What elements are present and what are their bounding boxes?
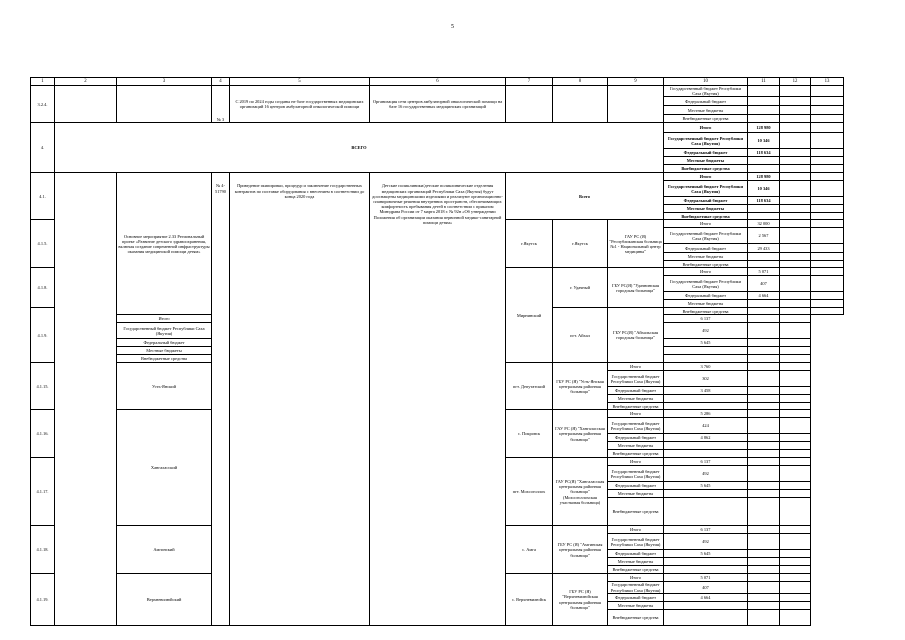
empty-cell bbox=[811, 205, 844, 213]
empty-cell bbox=[780, 566, 811, 574]
empty-cell bbox=[748, 410, 780, 418]
budget-amount: 4 664 bbox=[748, 292, 780, 300]
budget-source-label: Государственный бюджет Республики Саха (Якутия) bbox=[608, 582, 664, 593]
place-cell: с. Амга bbox=[506, 526, 553, 574]
row-result: Организация сети центров амбулаторной онкологической помощи на базе 16 государственных медицинских организаций bbox=[370, 86, 506, 123]
budget-source-label: Государственный бюджет Республики Саха (Якутия) bbox=[664, 86, 748, 97]
empty-cell bbox=[811, 86, 844, 97]
budget-amount bbox=[748, 205, 780, 213]
budget-source-label: Итого bbox=[608, 574, 664, 582]
budget-amount: 32 000 bbox=[748, 220, 780, 228]
empty-cell bbox=[748, 601, 780, 609]
budget-amount bbox=[748, 300, 780, 308]
district-cell: Хангаласский bbox=[117, 410, 212, 526]
empty-cell bbox=[55, 173, 117, 625]
budget-amount: 6 137 bbox=[664, 526, 748, 534]
budget-source-label: Местные бюджеты bbox=[664, 157, 748, 165]
empty-cell bbox=[780, 526, 811, 534]
budget-amount bbox=[664, 442, 748, 450]
empty-cell bbox=[780, 410, 811, 418]
budget-amount: 492 bbox=[664, 534, 748, 550]
empty-cell bbox=[780, 458, 811, 466]
empty-cell bbox=[811, 253, 844, 261]
row-number: 4.1. bbox=[31, 173, 55, 220]
budget-amount: 5 645 bbox=[664, 550, 748, 558]
empty-cell bbox=[780, 300, 811, 308]
budget-source-label: Внебюджетные средства bbox=[664, 308, 748, 315]
budget-amount bbox=[664, 566, 748, 574]
empty-cell bbox=[780, 434, 811, 442]
budget-source-label: Федеральный бюджет bbox=[664, 292, 748, 300]
empty-cell bbox=[811, 220, 844, 228]
budget-source-label: Внебюджетные средства bbox=[608, 403, 664, 410]
empty-cell bbox=[811, 173, 844, 181]
activity-deadline-cell bbox=[230, 173, 370, 625]
budget-source-label: Государственный бюджет Республики Саха (Якутия) bbox=[608, 418, 664, 434]
budget-amount: 302 bbox=[664, 371, 748, 387]
empty-cell bbox=[748, 558, 780, 566]
row-number: 4.1.8. bbox=[31, 268, 55, 308]
empty-cell bbox=[780, 498, 811, 526]
district-cell: г.Якутск bbox=[506, 220, 553, 268]
empty-cell bbox=[748, 323, 780, 339]
empty-cell bbox=[780, 205, 811, 213]
empty-cell bbox=[780, 315, 811, 323]
empty-cell bbox=[811, 228, 844, 244]
budget-source-label: Государственный бюджет Республики Саха (Якутия) bbox=[608, 534, 664, 550]
budget-amount bbox=[664, 450, 748, 458]
empty-cell bbox=[811, 97, 844, 106]
total-title: ВСЕГО bbox=[55, 123, 664, 173]
budget-amount bbox=[664, 609, 748, 625]
budget-amount bbox=[664, 403, 748, 410]
empty-cell bbox=[748, 347, 780, 355]
budget-amount: 492 bbox=[664, 466, 748, 482]
empty-cell bbox=[748, 371, 780, 387]
budget-amount: 128 980 bbox=[748, 173, 780, 181]
budget-source-label: Федеральный бюджет bbox=[664, 244, 748, 253]
row-number: 4.1.16. bbox=[31, 410, 55, 458]
empty-cell bbox=[780, 253, 811, 261]
empty-cell bbox=[780, 363, 811, 371]
empty-cell bbox=[780, 339, 811, 347]
budget-source-label: Местные бюджеты bbox=[608, 395, 664, 403]
budget-amount: 118 634 bbox=[748, 149, 780, 157]
budget-amount: 118 634 bbox=[748, 197, 780, 205]
place-cell: г. Удачный bbox=[553, 268, 608, 308]
empty-cell bbox=[780, 197, 811, 205]
organization-cell: ГБУ РС (Я) "Усть-Янская центральная районная больница" bbox=[553, 363, 608, 410]
table-row bbox=[31, 86, 844, 97]
budget-amount bbox=[664, 558, 748, 566]
empty-cell bbox=[780, 466, 811, 482]
district-cell: Усть-Янский bbox=[117, 363, 212, 410]
budget-source-label: Государственный бюджет Республики Саха (Якутия) bbox=[664, 181, 748, 197]
empty-cell bbox=[780, 149, 811, 157]
budget-amount bbox=[748, 106, 780, 115]
place-cell: с. Покровск bbox=[506, 410, 553, 458]
empty-cell bbox=[748, 442, 780, 450]
budget-source-label: Государственный бюджет Республики Саха (Якутия) bbox=[664, 228, 748, 244]
empty-cell bbox=[780, 213, 811, 220]
budget-source-label: Внебюджетные средства bbox=[608, 498, 664, 526]
empty-cell bbox=[780, 292, 811, 300]
empty-cell bbox=[748, 363, 780, 371]
place-cell: пгт. Депутатский bbox=[506, 363, 553, 410]
budget-source-label: Местные бюджеты bbox=[608, 442, 664, 450]
row-number: 4. bbox=[31, 123, 55, 173]
empty-cell bbox=[780, 418, 811, 434]
empty-cell bbox=[780, 574, 811, 582]
empty-cell bbox=[811, 261, 844, 268]
budget-amount bbox=[664, 601, 748, 609]
empty-cell bbox=[811, 213, 844, 220]
empty-cell bbox=[748, 339, 780, 347]
page-number: 5 bbox=[451, 24, 454, 30]
empty-cell bbox=[811, 181, 844, 197]
budget-amount: 492 bbox=[664, 323, 748, 339]
merged-text: Детские поликлиники/детские поликлинические отделения медицинских организаций Республики Саха (Якутия) будут дооснащены медицинскими изделиями и реализуют организационно-планировочные решения внутренних пространств, обеспечивающих комфортность пребывания детей в соответствии с приказом Минздрава России от 7 марта 2018 г. № 92н «Об утверждении Положения об организации оказания первичной медико-санитарной помощи детям» bbox=[372, 183, 503, 225]
empty-cell bbox=[780, 276, 811, 292]
budget-amount bbox=[748, 253, 780, 261]
column-header-number: 6 bbox=[370, 78, 506, 86]
organization-cell: ГБУ РС (Я) "Амгинская центральная районная больница" bbox=[553, 526, 608, 574]
budget-amount bbox=[748, 86, 780, 97]
subtotal-title: Всего bbox=[506, 173, 664, 220]
empty-cell bbox=[55, 86, 117, 123]
district-cell: Верхневилюйский bbox=[117, 574, 212, 625]
empty-cell bbox=[748, 315, 780, 323]
column-header-number: 8 bbox=[553, 78, 608, 86]
budget-amount bbox=[748, 213, 780, 220]
empty-cell bbox=[811, 123, 844, 133]
budget-amount: 5 286 bbox=[664, 410, 748, 418]
budget-source-label: Итого bbox=[664, 173, 748, 181]
budget-amount: 3 458 bbox=[664, 387, 748, 395]
budget-amount: 6 137 bbox=[664, 458, 748, 466]
budget-amount: 5 645 bbox=[664, 482, 748, 490]
column-header-number: 4 bbox=[212, 78, 230, 86]
row-col4: № 3 bbox=[212, 86, 230, 123]
column-header-number: 1 bbox=[31, 78, 55, 86]
budget-amount: 4 862 bbox=[664, 434, 748, 442]
budget-source-label: Внебюджетные средства bbox=[608, 450, 664, 458]
empty-cell bbox=[780, 228, 811, 244]
empty-cell bbox=[780, 133, 811, 149]
budget-source-label: Государственный бюджет Республики Саха (Якутия) bbox=[608, 371, 664, 387]
column-header-number: 11 bbox=[748, 78, 780, 86]
budget-source-label: Местные бюджеты bbox=[664, 253, 748, 261]
budget-amount: 424 bbox=[664, 418, 748, 434]
budget-source-label: Итого bbox=[664, 123, 748, 133]
budget-source-label: Внебюджетные средства bbox=[664, 165, 748, 173]
empty-cell bbox=[748, 534, 780, 550]
budget-source-label: Местные бюджеты bbox=[664, 300, 748, 308]
column-header-number: 7 bbox=[506, 78, 553, 86]
empty-cell bbox=[780, 601, 811, 609]
empty-cell bbox=[780, 550, 811, 558]
empty-cell bbox=[748, 450, 780, 458]
empty-cell bbox=[748, 582, 780, 593]
place-cell: г.Якутск bbox=[553, 220, 608, 268]
row-description: С 2019 по 2024 годы созданы не базе государственных медицинских организаций 16 центров амбулаторной онкологической помощи bbox=[230, 86, 370, 123]
empty-cell bbox=[780, 395, 811, 403]
budget-source-label: Внебюджетные средства bbox=[664, 115, 748, 123]
budget-amount: 10 346 bbox=[748, 181, 780, 197]
organization-cell: ГБУ РС(Я) "Удачнинская городская больница" bbox=[608, 268, 664, 308]
empty-cell bbox=[748, 609, 780, 625]
empty-cell bbox=[748, 395, 780, 403]
budget-amount bbox=[664, 498, 748, 526]
budget-amount bbox=[748, 165, 780, 173]
budget-amount: 5 645 bbox=[664, 339, 748, 347]
empty-cell bbox=[608, 86, 664, 123]
budget-source-label: Внебюджетные средства bbox=[117, 355, 212, 363]
empty-cell bbox=[748, 387, 780, 395]
column-header-number: 12 bbox=[780, 78, 811, 86]
empty-cell bbox=[748, 566, 780, 574]
district-cell: Мирнинский bbox=[506, 268, 553, 363]
budget-source-label: Итого bbox=[608, 363, 664, 371]
empty-cell bbox=[780, 403, 811, 410]
empty-cell bbox=[748, 434, 780, 442]
table-row bbox=[31, 173, 844, 181]
district-cell: Амгинский bbox=[117, 526, 212, 574]
row-number: 4.1.19. bbox=[31, 574, 55, 625]
budget-amount bbox=[748, 308, 780, 315]
empty-cell bbox=[780, 157, 811, 165]
budget-source-label: Федеральный бюджет bbox=[608, 593, 664, 601]
budget-amount: 5 071 bbox=[748, 268, 780, 276]
empty-cell bbox=[748, 418, 780, 434]
empty-cell bbox=[506, 86, 553, 123]
empty-cell bbox=[780, 165, 811, 173]
budget-source-label: Внебюджетные средства bbox=[664, 261, 748, 268]
empty-cell bbox=[780, 308, 811, 315]
empty-cell bbox=[811, 165, 844, 173]
budget-amount: 6 137 bbox=[664, 315, 748, 323]
table-row bbox=[31, 123, 844, 133]
empty-cell bbox=[780, 593, 811, 601]
column-header-number: 13 bbox=[811, 78, 844, 86]
empty-cell bbox=[780, 371, 811, 387]
budget-source-label: Федеральный бюджет bbox=[664, 149, 748, 157]
empty-cell bbox=[811, 149, 844, 157]
empty-cell bbox=[780, 173, 811, 181]
budget-source-label: Внебюджетные средства bbox=[664, 213, 748, 220]
empty-cell bbox=[811, 157, 844, 165]
budget-source-label: Итого bbox=[608, 458, 664, 466]
empty-cell bbox=[780, 261, 811, 268]
empty-cell bbox=[780, 482, 811, 490]
empty-cell bbox=[780, 181, 811, 197]
empty-cell bbox=[748, 593, 780, 601]
budget-amount: 5 071 bbox=[664, 574, 748, 582]
budget-amount: 407 bbox=[664, 582, 748, 593]
empty-cell bbox=[811, 115, 844, 123]
empty-cell bbox=[780, 355, 811, 363]
budget-source-label: Итого bbox=[117, 315, 212, 323]
empty-cell bbox=[811, 308, 844, 315]
budget-amount: 3 760 bbox=[664, 363, 748, 371]
empty-cell bbox=[748, 466, 780, 482]
budget-source-label: Местные бюджеты bbox=[608, 601, 664, 609]
budget-amount bbox=[748, 157, 780, 165]
organization-cell: ГАУ РС (Я) "Республиканская больница №1 - Национальный центр медицины" bbox=[608, 220, 664, 268]
budget-source-label: Государственный бюджет Республики Саха (Якутия) bbox=[664, 276, 748, 292]
empty-cell bbox=[780, 115, 811, 123]
budget-amount: 29 433 bbox=[748, 244, 780, 253]
empty-cell bbox=[117, 86, 212, 123]
empty-cell bbox=[780, 86, 811, 97]
empty-cell bbox=[780, 347, 811, 355]
row-number: 4.1.5. bbox=[31, 220, 55, 268]
budget-source-label: Итого bbox=[608, 410, 664, 418]
merged-text: Приведение экипировки, процедур и заключение государственных контрактов по поставке оборудования с внесением в соответствии до конца 2020 года bbox=[234, 183, 365, 199]
budget-source-label: Федеральный бюджет bbox=[608, 482, 664, 490]
budget-source-label: Государственный бюджет Республики Саха (Якутия) bbox=[608, 466, 664, 482]
place-cell: пгт. Мохсоголлох bbox=[506, 458, 553, 526]
empty-cell bbox=[811, 244, 844, 253]
activity-number-cell bbox=[212, 173, 230, 625]
empty-cell bbox=[748, 403, 780, 410]
empty-cell bbox=[811, 197, 844, 205]
row-number: 4.1.9. bbox=[31, 308, 55, 363]
budget-source-label: Внебюджетные средства bbox=[608, 609, 664, 625]
budget-amount bbox=[664, 355, 748, 363]
empty-cell bbox=[811, 300, 844, 308]
empty-cell bbox=[748, 526, 780, 534]
column-header-number: 10 bbox=[664, 78, 748, 86]
row-number: 4.1.17. bbox=[31, 458, 55, 526]
program-table bbox=[30, 77, 844, 626]
budget-source-label: Федеральный бюджет bbox=[117, 339, 212, 347]
budget-amount bbox=[664, 347, 748, 355]
empty-cell bbox=[811, 292, 844, 300]
budget-source-label: Внебюджетные средства bbox=[608, 566, 664, 574]
column-header-number: 5 bbox=[230, 78, 370, 86]
column-header-number: 9 bbox=[608, 78, 664, 86]
empty-cell bbox=[780, 123, 811, 133]
empty-cell bbox=[553, 86, 608, 123]
column-header-number: 2 bbox=[55, 78, 117, 86]
row-number: 4.1.18. bbox=[31, 526, 55, 574]
empty-cell bbox=[811, 106, 844, 115]
budget-source-label: Федеральный бюджет bbox=[608, 550, 664, 558]
column-header-number: 3 bbox=[117, 78, 212, 86]
organization-cell: ГАУ РС(Я) "Хангаласская центральная районная больница" (Мохсоголлохская участковая больница) bbox=[553, 458, 608, 526]
budget-source-label: Местные бюджеты bbox=[608, 558, 664, 566]
empty-cell bbox=[748, 458, 780, 466]
place-cell: с. Верхневилюйск bbox=[506, 574, 553, 625]
place-cell: пгт. Айхал bbox=[553, 308, 608, 363]
budget-source-label: Федеральный бюджет bbox=[664, 197, 748, 205]
empty-cell bbox=[780, 220, 811, 228]
budget-amount bbox=[664, 490, 748, 498]
activity-result-cell bbox=[370, 173, 506, 625]
budget-amount bbox=[664, 395, 748, 403]
empty-cell bbox=[811, 268, 844, 276]
activity-title-cell: Основное мероприятие 2.33 Региональный проект «Развитие детского здравоохранения, включая создание современной инфраструктуры оказания медицинской помощи детям» bbox=[117, 173, 212, 315]
organization-cell: ГБУ РС (Я) "Верхневилюйская центральная районная больница" bbox=[553, 574, 608, 625]
budget-source-label: Местные бюджеты bbox=[664, 205, 748, 213]
empty-cell bbox=[780, 442, 811, 450]
budget-source-label: Местные бюджеты bbox=[608, 490, 664, 498]
empty-cell bbox=[780, 106, 811, 115]
empty-cell bbox=[780, 268, 811, 276]
empty-cell bbox=[780, 323, 811, 339]
empty-cell bbox=[811, 276, 844, 292]
empty-cell bbox=[748, 498, 780, 526]
organization-cell: ГБУ РС(Я) "Айхальская городская больница" bbox=[608, 308, 664, 363]
budget-amount: 2 567 bbox=[748, 228, 780, 244]
budget-source-label: Итого bbox=[608, 526, 664, 534]
budget-source-label: Государственный бюджет Республики Саха (Якутия) bbox=[117, 323, 212, 339]
budget-source-label: Федеральный бюджет bbox=[664, 97, 748, 106]
budget-source-label: Итого bbox=[664, 268, 748, 276]
budget-source-label: Федеральный бюджет bbox=[608, 387, 664, 395]
empty-cell bbox=[780, 558, 811, 566]
empty-cell bbox=[780, 450, 811, 458]
merged-text: № 4-51790 bbox=[215, 183, 226, 194]
empty-cell bbox=[748, 482, 780, 490]
budget-source-label: Местные бюджеты bbox=[117, 347, 212, 355]
budget-amount: 128 980 bbox=[748, 123, 780, 133]
empty-cell bbox=[780, 609, 811, 625]
budget-source-label: Федеральный бюджет bbox=[608, 434, 664, 442]
empty-cell bbox=[748, 355, 780, 363]
budget-amount bbox=[748, 261, 780, 268]
budget-amount: 407 bbox=[748, 276, 780, 292]
empty-cell bbox=[780, 387, 811, 395]
budget-source-label: Итого bbox=[664, 220, 748, 228]
organization-cell: ГАУ РС (Я) "Хангаласская центральная районная больница" bbox=[553, 410, 608, 458]
budget-amount bbox=[748, 97, 780, 106]
empty-cell bbox=[780, 582, 811, 593]
empty-cell bbox=[780, 490, 811, 498]
budget-source-label: Местные бюджеты bbox=[664, 106, 748, 115]
budget-source-label: Государственный бюджет Республики Саха (Якутия) bbox=[664, 133, 748, 149]
empty-cell bbox=[748, 490, 780, 498]
table-row bbox=[31, 78, 844, 86]
empty-cell bbox=[780, 244, 811, 253]
empty-cell bbox=[780, 97, 811, 106]
empty-cell bbox=[780, 534, 811, 550]
row-number: 4.1.15. bbox=[31, 363, 55, 410]
row-number: 3.2.4. bbox=[31, 86, 55, 123]
budget-amount bbox=[748, 115, 780, 123]
empty-cell bbox=[748, 550, 780, 558]
budget-amount: 4 664 bbox=[664, 593, 748, 601]
empty-cell bbox=[748, 574, 780, 582]
budget-amount: 10 346 bbox=[748, 133, 780, 149]
empty-cell bbox=[811, 133, 844, 149]
